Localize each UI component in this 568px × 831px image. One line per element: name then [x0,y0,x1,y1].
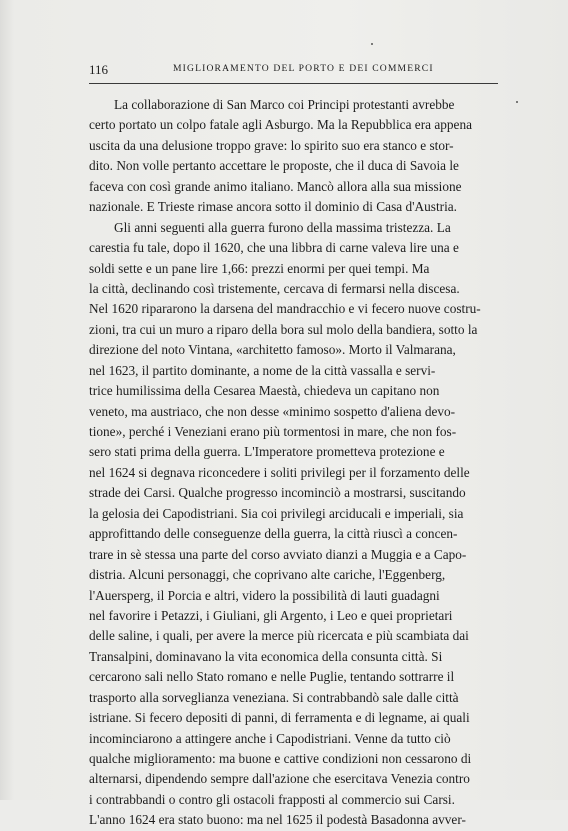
text-line: qualche miglioramento: ma buone e cattive condizioni non cessarono di [89,751,472,766]
text-line: alternarsi, dipendendo sempre dall'azione che esercitava Venezia contro [89,771,470,787]
text-line: zioni, tra cui un muro a riparo della bora sul molo della bandiera, sotto la [89,321,478,337]
text-line: Transalpini, dominavano la vita economica della consunta città. Si [89,648,443,664]
text-line: L'anno 1624 era stato buono: ma nel 1625 il podestà Basadonna avver- [89,812,466,828]
text-line: trare in sè stessa una parte del corso avviato dianzi a Muggia e a Capo- [89,546,467,562]
text-line: distria. Alcuni personaggi, che coprivano alte cariche, l'Eggenberg, [89,567,446,583]
text-line: trasporto alla sorveglianza veneziana. Si contrabbandò sale dalle città [89,689,459,705]
page-header [89,62,498,82]
text-line: certo portato un colpo fatale agli Asburgo. Ma la Repubblica era appena [89,117,473,133]
text-line: sero stati prima della guerra. L'Imperatore prometteva protezione e [89,444,445,460]
text-line: delle saline, i quali, per avere la merce più ricercata e più scambiata dai [89,628,469,644]
text-line: soldi sette e un pane lire 1,66: prezzi enormi per quei tempi. Ma [89,260,430,276]
text-line: tione», perché i Veneziani erano più tormentosi in mare, che non fos- [89,424,457,439]
text-line: la gelosia dei Capodistriani. Sia coi privilegi arciducali e imperiali, sia [89,505,464,521]
running-head: MIGLIORAMENTO DEL PORTO E DEI COMMERCI [173,63,434,74]
text-line: incominciarono a attingere anche i Capodistriani. Venne da tutto ciò [89,730,451,746]
text-line: faceva con così grande animo italiano. Mancò allora alla sua missione [89,178,462,194]
text-line: carestia fu tale, dopo il 1620, che una libbra di carne valeva lire una e [89,240,459,256]
body-text [89,95,511,831]
text-line: nazionale. E Trieste rimase ancora sotto il dominio di Casa d'Austria. [89,199,457,215]
text-line: strade dei Carsi. Qualche progresso incominciò a mostrarsi, suscitando [89,485,466,501]
text-line: trice humilissima della Cesarea Maestà, chiedeva un capitano non [89,383,440,399]
text-line: direzione del noto Vintana, «architetto famoso». Morto il Valmarana, [89,342,456,358]
page-number: 116 [89,62,109,77]
text-line: i contrabbandi o contro gli ostacoli frapposti al commercio sui Carsi. [89,791,455,807]
header-rule [89,83,498,84]
print-speck [516,101,518,103]
text-line: La collaborazione di San Marco coi Principi protestanti avrebbe [114,97,455,112]
text-line: nel 1624 si degnava riconcedere i soliti privilegi per il forzamento delle [89,464,470,480]
text-line: veneto, ma austriaco, che non desse «minimo sospetto d'aliena devo- [89,403,456,419]
text-line: cercarono sali nello Stato romano e nelle Puglie, tentando sottrarre il [89,669,455,685]
text-line: approfittando delle conseguenze della guerra, la città riuscì a concen- [89,526,458,542]
text-line: nel favorire i Petazzi, i Giuliani, gli Argento, i Leo e quei proprietari [89,607,453,623]
print-speck [371,43,373,45]
text-line: l'Auersperg, il Porcia e altri, videro la possibilità di lauti guadagni [89,587,440,603]
text-line: la città, declinando così tristemente, cercava di fermarsi nella discesa. [89,280,460,296]
text-line: uscita da una delusione troppo grave: lo spirito suo era stanco e stor- [89,137,454,153]
text-line: nel 1623, il partito dominante, a nome de la città vassalla e servi- [89,362,436,378]
text-line: istriane. Si fecero depositi di panni, di ferramenta e di legname, ai quali [89,710,470,726]
text-line: Nel 1620 ripararono la darsena del mandracchio e vi fecero nuove costru- [89,301,481,317]
text-line: dito. Non volle pertanto accettare le proposte, che il duca di Savoia le [89,158,459,174]
text-line: Gli anni seguenti alla guerra furono della massima tristezza. La [114,219,451,235]
